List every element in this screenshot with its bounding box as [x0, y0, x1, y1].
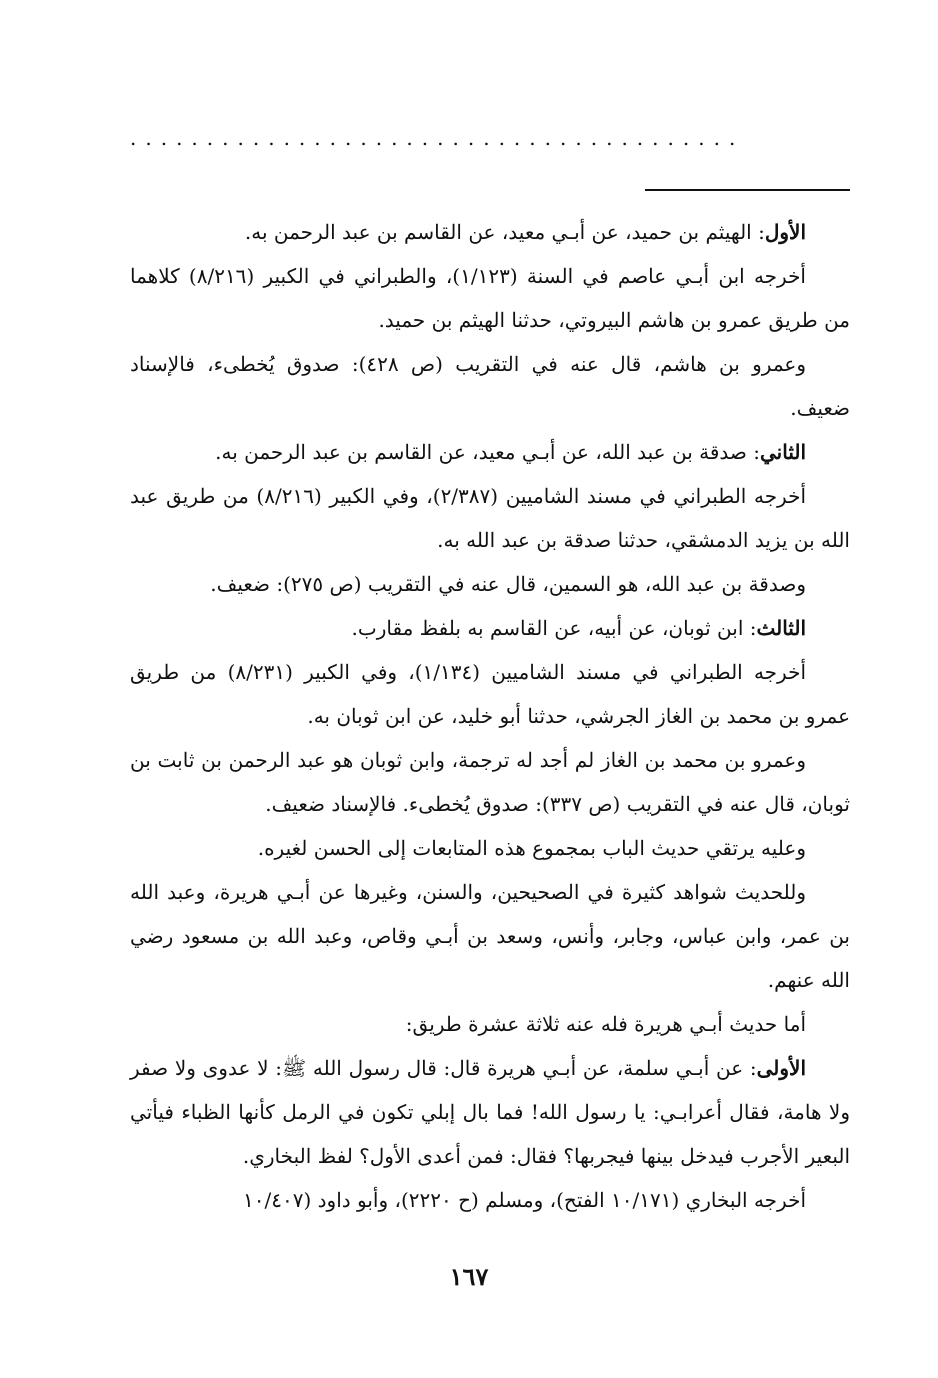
paragraph: [130, 1178, 850, 1222]
paragraph: [130, 650, 850, 738]
paragraph: [130, 474, 850, 562]
paragraph-text: : صدقة بن عبد الله، عن أبـي معيد، عن القاسم بن عبد الرحمن به.: [215, 440, 760, 464]
paragraph: [130, 254, 850, 342]
paragraph: [130, 870, 850, 1002]
paragraph-text: وعمرو بن محمد بن الغاز لم أجد له ترجمة، وابن ثوبان هو عبد الرحمن بن ثابت بن ثوبان، قال عنه في التقريب (ص ٣٣٧): صدوق يُخطىء. فالإسناد ضعيف.: [130, 748, 850, 816]
section-label: الأولى: [756, 1056, 806, 1080]
paragraph: [130, 430, 850, 474]
paragraph-text: أخرجه الطبراني في مسند الشاميين (١/١٣٤)، وفي الكبير (٨/٢٣١) من طريق عمرو بن محمد بن الغاز الجرشي، حدثنا أبو خليد، عن ابن ثوبان به.: [130, 660, 850, 728]
paragraph: [130, 342, 850, 430]
separator-dots: ........................................: [130, 128, 745, 148]
page-number: ١٦٧: [449, 1262, 489, 1291]
paragraph-text: : ابن ثوبان، عن أبيه، عن القاسم به بلفظ مقارب.: [351, 616, 757, 640]
paragraph: [130, 562, 850, 606]
section-label: الثالث: [756, 616, 806, 640]
paragraph-text: وللحديث شواهد كثيرة في الصحيحين، والسنن، وغيرها عن أبـي هريرة، وعبد الله بن عمر، وابن عباس، وجابر، وأنس، وسعد بن أبـي وقاص، وعبد الله بن مسعود رضي الله عنهم.: [130, 880, 850, 992]
paragraph: [130, 1002, 850, 1046]
paragraph: [130, 606, 850, 650]
paragraph-text: وصدقة بن عبد الله، هو السمين، قال عنه في التقريب (ص ٢٧٥): ضعيف.: [210, 572, 806, 596]
paragraph-text: وعمرو بن هاشم، قال عنه في التقريب (ص ٤٢٨): صدوق يُخطىء، فالإسناد ضعيف.: [130, 352, 850, 420]
paragraph-text: : عن أبـي سلمة، عن أبـي هريرة قال: قال رسول الله ﷺ: لا عدوى ولا صفر ولا هامة، فقال أعرابـي: يا رسول الله! فما بال إبلي تكون في الرمل كأنها الظباء فيأتي البعير الأجرب فيدخل بينها فيجربها؟ فقال: فمن أعدى الأول؟ لفظ البخاري.: [130, 1056, 850, 1168]
paragraph-text: أما حديث أبـي هريرة فله عنه ثلاثة عشرة طريق:: [405, 1012, 806, 1036]
paragraph-text: : الهيثم بن حميد، عن أبـي معيد، عن القاسم بن عبد الرحمن به.: [244, 220, 765, 244]
paragraph-text: وعليه يرتقي حديث الباب بمجموع هذه المتابعات إلى الحسن لغيره.: [257, 836, 806, 860]
paragraph-text: أخرجه ابن أبـي عاصم في السنة (١/١٢٣)، والطبراني في الكبير (٨/٢١٦) كلاهما من طريق عمرو بن هاشم البيروتي، حدثنا الهيثم بن حميد.: [130, 264, 850, 332]
paragraph: [130, 210, 850, 254]
body-text: [130, 210, 850, 1222]
footnote-rule: [645, 189, 850, 191]
paragraph: [130, 1046, 850, 1178]
section-label: الثاني: [759, 440, 806, 464]
paragraph: [130, 826, 850, 870]
paragraph: [130, 738, 850, 826]
paragraph-text: أخرجه البخاري (١٠/١٧١ الفتح)، ومسلم (ح ٢٢٢٠)، وأبو داود (١٠/٤٠٧: [243, 1188, 806, 1212]
section-label: الأول: [764, 220, 806, 244]
paragraph-text: أخرجه الطبراني في مسند الشاميين (٢/٣٨٧)، وفي الكبير (٨/٢١٦) من طريق عبد الله بن يزيد الدمشقي، حدثنا صدقة بن عبد الله به.: [130, 484, 850, 552]
